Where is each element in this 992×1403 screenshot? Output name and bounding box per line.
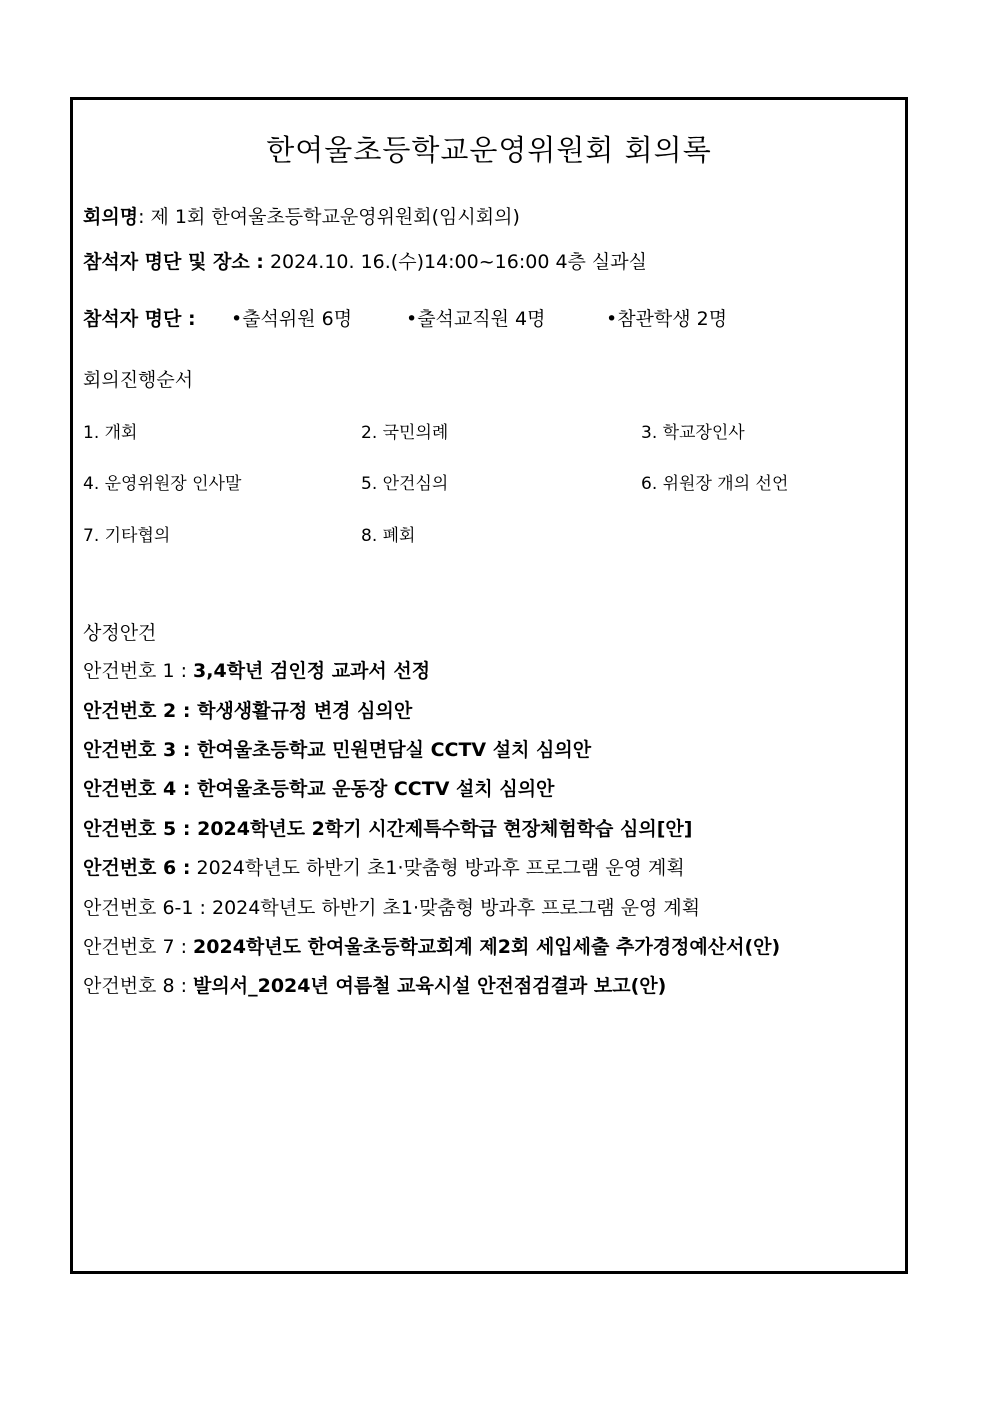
agenda-number: 안건번호 6-1 : xyxy=(83,897,206,919)
order-item: 5. 안건심의 xyxy=(361,474,449,494)
order-item: 2. 국민의례 xyxy=(361,423,449,443)
order-item: 6. 위원장 개의 선언 xyxy=(641,474,789,494)
agenda-title: 학생생활규정 변경 심의안 xyxy=(197,700,413,722)
agenda-title: 2024학년도 2학기 시간제특수학급 현장체험학습 심의[안] xyxy=(197,818,693,840)
agenda-number: 안건번호 4 : xyxy=(83,778,191,800)
agenda-item xyxy=(83,774,554,801)
agenda-number: 안건번호 7 : xyxy=(83,936,187,958)
agenda-title: 3,4학년 검인정 교과서 선정 xyxy=(193,660,431,682)
attendance-place-row xyxy=(83,247,647,274)
meeting-name-value: : 제 1회 한여울초등학교운영위원회(임시회의) xyxy=(138,206,520,228)
agenda-title: 한여울초등학교 민원면담실 CCTV 설치 심의안 xyxy=(197,739,592,761)
order-item: 7. 기타협의 xyxy=(83,526,171,546)
attendance-list-label: 참석자 명단 : xyxy=(83,308,196,330)
agenda-item xyxy=(83,853,685,880)
attendance-item: •출석위원 6명 xyxy=(231,308,353,330)
agenda-number: 안건번호 5 : xyxy=(83,818,191,840)
agenda-item xyxy=(83,735,591,762)
agenda-number: 안건번호 2 : xyxy=(83,700,191,722)
agenda-title: 2024학년도 하반기 초1·맞춤형 방과후 프로그램 운영 계획 xyxy=(196,857,685,879)
attendance-item: •출석교직원 4명 xyxy=(406,308,546,330)
agenda-title: 발의서_2024년 여름철 교육시설 안전점검결과 보고(안) xyxy=(193,975,667,997)
agenda-item xyxy=(83,932,780,959)
attendance-place-value: 2024.10. 16.(수)14:00~16:00 4층 실과실 xyxy=(269,251,647,273)
meeting-name-label: 회의명 xyxy=(83,206,139,228)
agenda-item xyxy=(83,656,430,683)
agenda-item xyxy=(83,814,692,841)
page-title: 한여울초등학교운영위원회 회의록 xyxy=(266,133,712,167)
agenda-heading: 상정안건 xyxy=(83,622,157,644)
agenda-title: 2024학년도 하반기 초1·맞춤형 방과후 프로그램 운영 계획 xyxy=(211,897,701,919)
agenda-number: 안건번호 1 : xyxy=(83,660,187,682)
agenda-item xyxy=(83,893,700,920)
agenda-item xyxy=(83,971,666,998)
agenda-title: 2024학년도 한여울초등학교회계 제2회 세입세출 추가경정예산서(안) xyxy=(193,936,781,958)
order-item: 4. 운영위원장 인사말 xyxy=(83,474,242,494)
attendance-place-label: 참석자 명단 및 장소 : xyxy=(83,251,264,273)
attendance-item: •참관학생 2명 xyxy=(606,308,728,330)
order-item: 1. 개회 xyxy=(83,423,138,443)
agenda-number: 안건번호 6 : xyxy=(83,857,191,879)
order-item: 8. 폐회 xyxy=(361,526,416,546)
order-heading: 회의진행순서 xyxy=(83,369,194,391)
meeting-name-row xyxy=(83,202,520,229)
agenda-item xyxy=(83,696,412,723)
order-item: 3. 학교장인사 xyxy=(641,423,745,443)
agenda-number: 안건번호 8 : xyxy=(83,975,187,997)
document-frame xyxy=(70,97,908,1274)
agenda-number: 안건번호 3 : xyxy=(83,739,191,761)
agenda-title: 한여울초등학교 운동장 CCTV 설치 심의안 xyxy=(197,778,555,800)
